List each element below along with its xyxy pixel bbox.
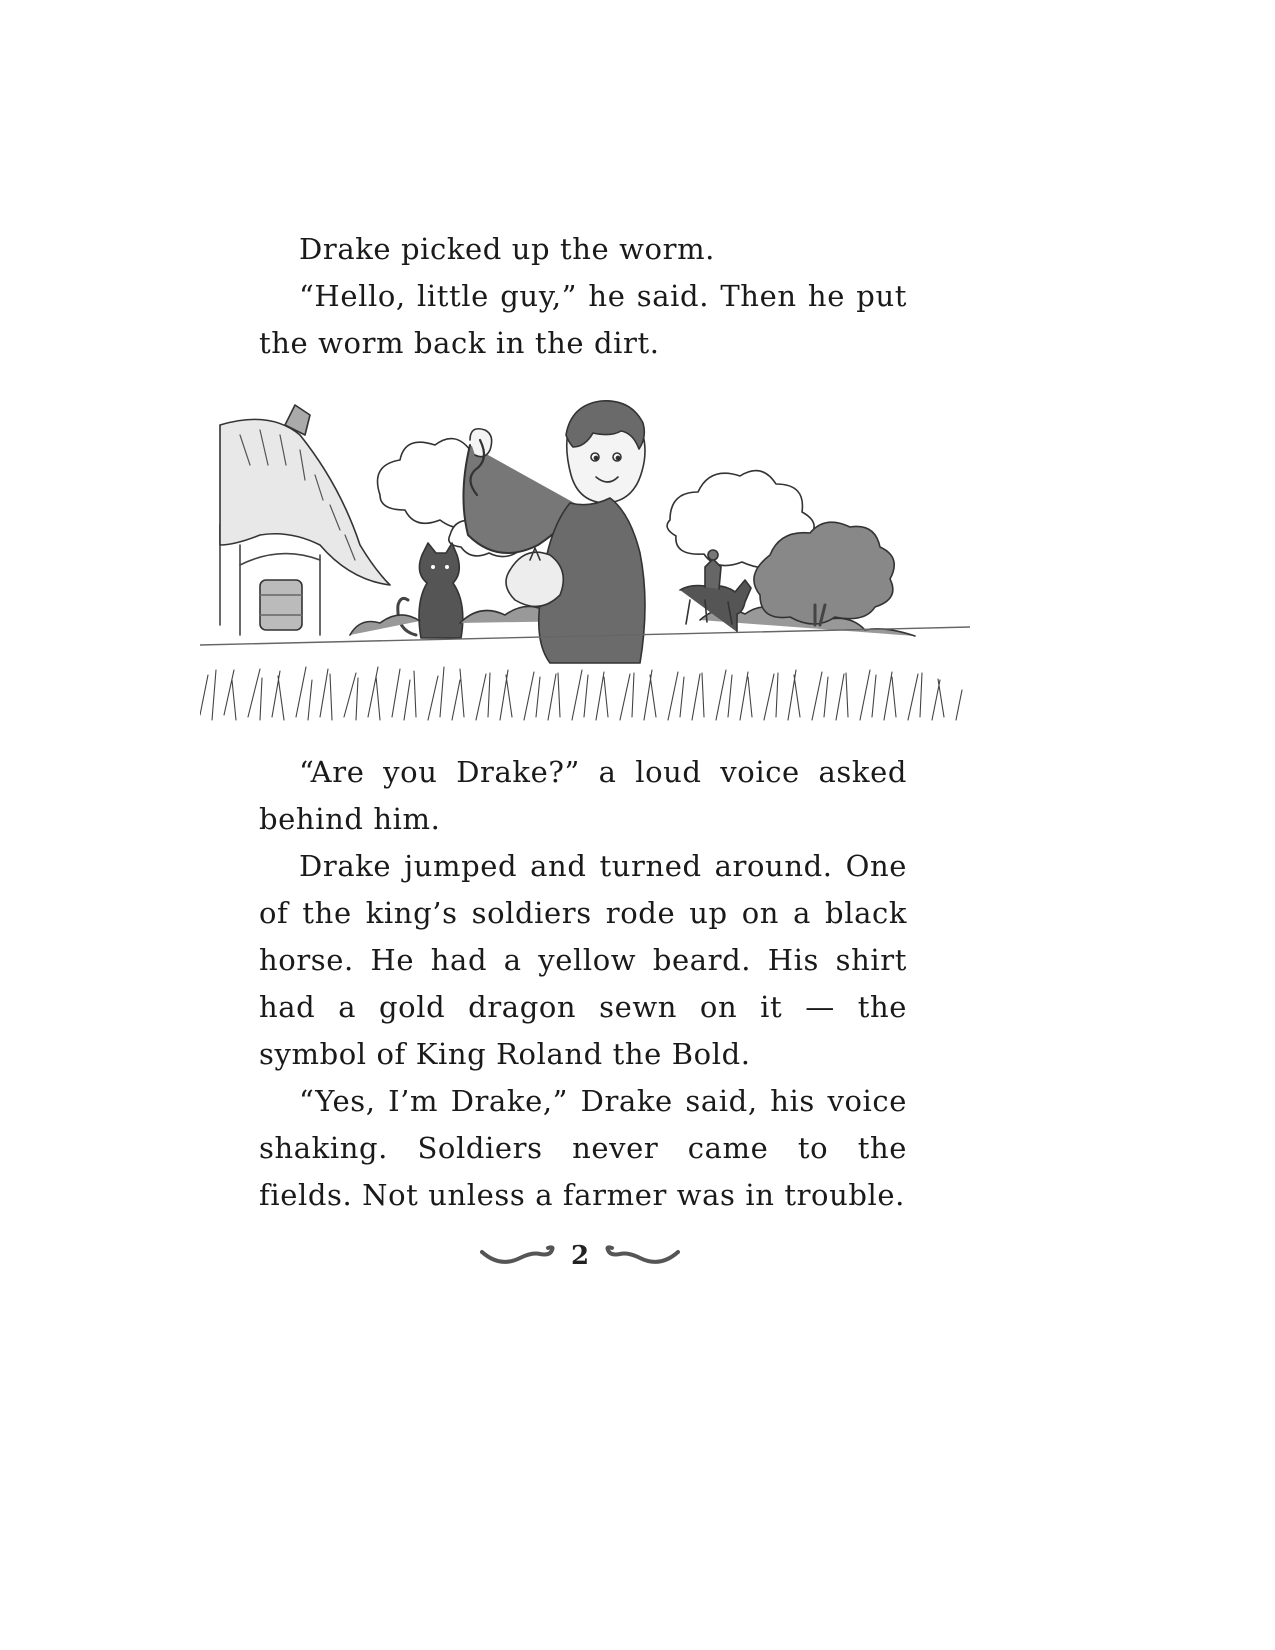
boy-drake [463,401,645,663]
paragraph: Drake jumped and turned around. One of the king’s soldiers rode up on a black horse. He had a yellow beard. His shirt had a gold dragon sewn on it — the symbol of King Roland the Bold. [259,849,907,1071]
text-block-bottom [259,749,907,1219]
left-swash-ornament [480,1244,556,1272]
paragraph: “Are you Drake?” a loud voice asked behind him. [259,755,907,836]
text-block-top [259,226,907,367]
page-number: 2 [570,1241,590,1271]
right-swash-ornament [604,1244,680,1272]
paragraph: Drake picked up the worm. [299,232,715,266]
thatched-cottage [220,405,390,635]
field-illustration [200,395,970,740]
cat [398,543,463,638]
paragraph: “Yes, I’m Drake,” Drake said, his voice shaking. Soldiers never came to the fields. Not unless a farmer was in trouble. [259,1084,907,1212]
page-number-footer [480,1238,680,1278]
paragraph: “Hello, little guy,” he said. Then he put the worm back in the dirt. [259,279,907,360]
